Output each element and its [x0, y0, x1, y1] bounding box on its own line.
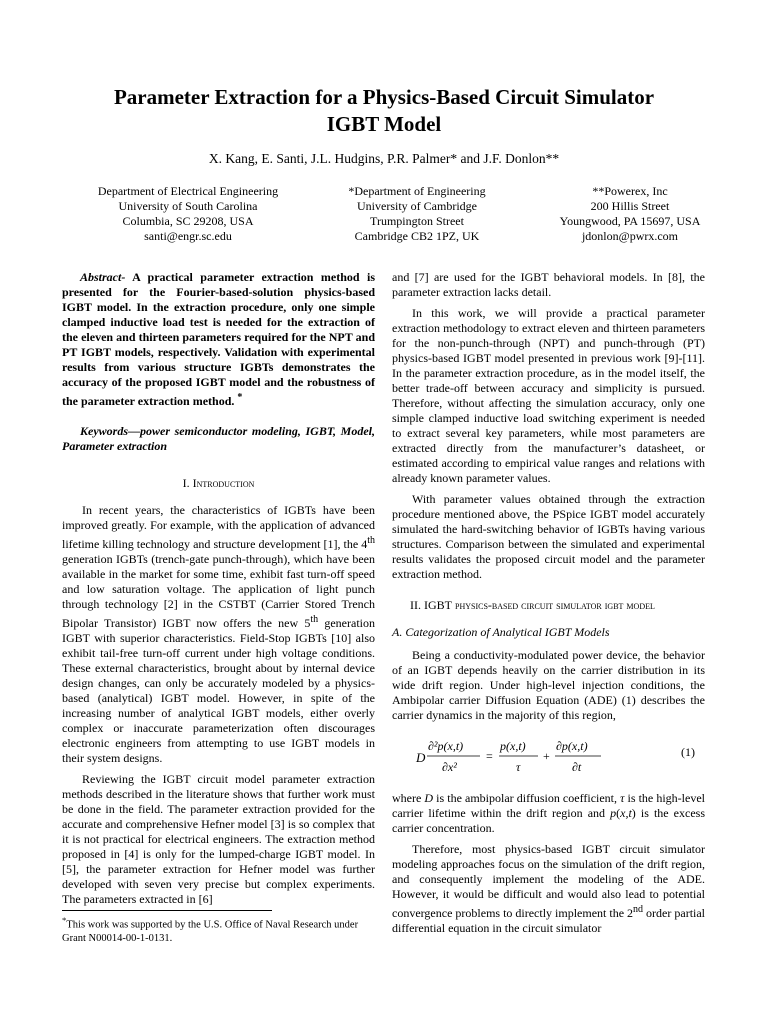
abstract [62, 270, 375, 409]
eq-term1-numerator: p(x,t) [500, 739, 526, 753]
abstract-text: A practical parameter extraction method is presented for the Fourier-based-solution physics-based IGBT model. In the extraction procedure, only one simple clamped inductive load test is needed for the extraction of the eleven and thirteen parameters required for the NPT and PT IGBT models, respectively. Validation with experimental results from various structure IGBTs demonstrates the accuracy of the proposed IGBT model and the robustness of the parameter extraction method. [62, 270, 375, 408]
right-paragraph-2: With parameter values obtained through the extraction procedure mentioned above, the PSpice IGBT model accurately simulated the hard-switching behavior of IGBTs having various structures. Comparison between the simulated and experimental results validates the proposed circuit model and the parameter extraction method. [392, 492, 705, 581]
affiliation-usc [78, 184, 298, 244]
text-run: where [392, 791, 425, 805]
affiliation-line: Columbia, SC 29208, USA [122, 214, 254, 228]
math-symbol: τ [620, 791, 625, 805]
paper-title [40, 84, 728, 138]
affiliation-line: Youngwood, PA 15697, USA [559, 214, 701, 228]
right-paragraph-1: In this work, we will provide a practical parameter extraction methodology to extract eleven and thirteen parameters for the non-punch-through (NPT) and punch-through (PT) physics-based IGBT model presented in previous work [9]-[11]. In the parameter extraction procedure, as in the model itself, the better trade-off between accuracy and simplicity is pursued. Therefore, without affecting the simulation accuracy, only one simple clamped inductive load switching experiment is needed to extract several key parameters, while most parameters are extracted directly from the manufacturer’s datasheet, or estimated according to empirical value ranges and relations with already known parameter values. [392, 306, 705, 485]
math-symbol: x,t [620, 806, 632, 820]
intro-paragraph-2: Reviewing the IGBT circuit model parameter extraction methods described in the literature shows that further work must be done in the field. The parameter extraction provided for the accurate and comprehensive Hefner model [3] is so complex that it is not practical for electrical engineers. The extraction method proposed in [4] is only for the lumped-charge IGBT model. In [5], the parameter extraction for Hefner model was further developed with seven very precise but complex experiments. The parameters extracted in [6] [62, 772, 375, 906]
abstract-label: Abstract- [80, 270, 126, 284]
text-run: generation IGBTs (trench-gate punch-through), which have been available in the market for some time, exhibit fast turn-off speed and low saturation voltage. The application of light punch through technology [2] in the CSTBT (Carrier Stored Trench Bipolar Transistor) IGBT now offers the new 5 [62, 552, 375, 630]
section-number: I. [182, 476, 190, 490]
text-run: generation IGBT with superior characteristics. Field-Stop IGBTs [10] also exhibit tail-free turn-off current under high voltage conditions. These external characteristics, brought about by internal device design changes, can only be accurately modeled by a physics-based (analytical) IGBT model. However, in spite of the increasing number of analytical IGBT models, either overly complex or inaccurate parameterization often discourages electronic engineers from attempting to use IGBT models in their system designs. [62, 616, 375, 765]
section-number: II. [410, 598, 421, 612]
eq-lhs-denominator: ∂x² [442, 760, 457, 774]
eq-D: D [416, 750, 426, 765]
superscript: th [310, 614, 319, 625]
eq-term1-denominator: τ [516, 760, 521, 774]
title-line-1: Parameter Extraction for a Physics-Based Circuit Simulator [113, 85, 655, 109]
affiliation-line: Cambridge CB2 1PZ, UK [354, 229, 480, 243]
footnote-divider [62, 910, 272, 911]
math-symbol: D [424, 791, 434, 805]
superscript: th [367, 535, 375, 546]
section-heading-2 [392, 598, 705, 613]
affiliation-line: *Department of Engineering [348, 184, 486, 198]
affiliation-email: santi@engr.sc.edu [144, 229, 232, 243]
title-line-2: IGBT Model [326, 112, 442, 136]
eq-plus: + [543, 749, 550, 763]
author-list: X. Kang, E. Santi, J.L. Hudgins, P.R. Palmer* and J.F. Donlon** [208, 151, 560, 166]
section-title: Introduction [192, 476, 255, 490]
right-paragraph-5 [392, 842, 705, 936]
affiliation-line: 200 Hillis Street [590, 199, 670, 213]
section-heading-introduction [62, 476, 375, 491]
equation-number: (1) [681, 745, 695, 759]
affiliation-line: **Powerex, Inc [592, 184, 668, 198]
affiliation-line: University of South Carolina [118, 199, 258, 213]
right-paragraph-0: and [7] are used for the IGBT behavioral models. In [8], the parameter extraction lacks detail. [392, 270, 705, 299]
eq-lhs-numerator: ∂²p(x,t) [428, 739, 464, 753]
right-paragraph-3: Being a conductivity-modulated power device, the behavior of an IGBT depends heavily on the carrier distribution in its wide drift region. Under high-level injection conditions, the Ambipolar carrier Diffusion Equation (ADE) (1) describes the carrier dynamics in the majority of this region, [392, 648, 705, 722]
left-column [62, 270, 375, 907]
keywords: Keywords—power semiconductor modeling, IGBT, Model, Parameter extraction [62, 424, 375, 453]
text-run: In recent years, the characteristics of IGBTs have been improved greatly. For example, with the application of advanced lifetime killing technology and structure development [1], the 4 [62, 503, 375, 551]
subsection-heading-a: A. Categorization of Analytical IGBT Models [392, 625, 610, 639]
text-run: is the high-level carrier lifetime within the drift region and [392, 791, 705, 820]
text-run: order partial differential equation in the circuit simulator [392, 906, 706, 935]
section-title: physics-based circuit simulator igbt model [452, 598, 655, 612]
section-title-prefix: IGBT [424, 598, 452, 612]
text-run: ) is the excess carrier concentration. [392, 806, 706, 835]
affiliation-line: Department of Electrical Engineering [97, 184, 279, 198]
footnote-text: This work was supported by the U.S. Office of Naval Research under Grant N00014-00-1-0131. [62, 919, 359, 944]
footnote-mark: * [62, 915, 67, 925]
affiliation-cambridge [302, 184, 532, 244]
text-run: Therefore, most physics-based IGBT circuit simulator modeling approaches focus on the simulation of the drift region, and consequently implement the modeling of the ADE. However, it would be difficult and would also lead to potential convergence problems to directly implement the 2 [392, 842, 705, 920]
superscript: nd [633, 904, 644, 915]
math-symbol: p [610, 806, 617, 820]
text-run: ( [616, 806, 621, 820]
affiliation-line: University of Cambridge [357, 199, 477, 213]
text-run: is the ambipolar diffusion coefficient, [433, 791, 621, 805]
affiliation-line: Trumpington Street [370, 214, 464, 228]
affiliation-email: jdonlon@pwrx.com [581, 229, 679, 243]
right-paragraph-4 [392, 791, 705, 836]
abstract-footnote-mark: * [237, 392, 243, 403]
eq-term2-numerator: ∂p(x,t) [556, 739, 588, 753]
right-column [392, 270, 705, 936]
intro-paragraph-1 [62, 503, 375, 766]
equation-graphic [412, 731, 652, 783]
equation-1 [392, 731, 705, 783]
eq-equals: = [486, 749, 493, 763]
footnote [62, 914, 375, 945]
eq-term2-denominator: ∂t [572, 760, 582, 774]
affiliation-powerex [530, 184, 730, 244]
